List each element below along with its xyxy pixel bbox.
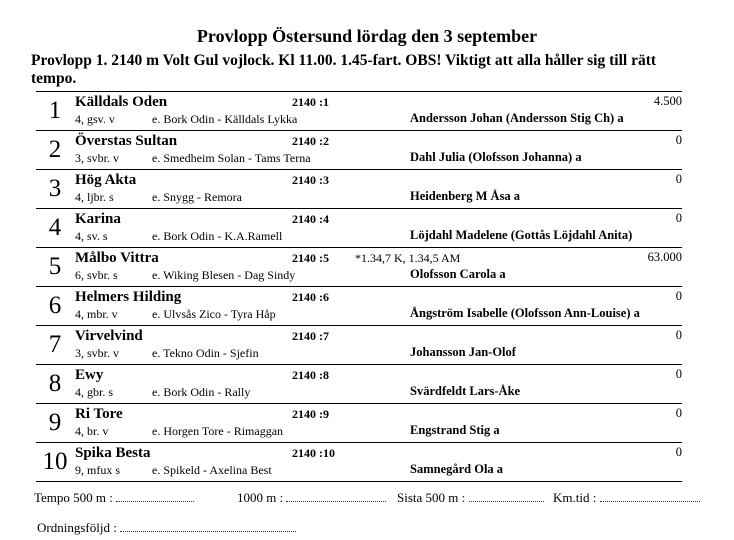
driver-name: Engstrand Stig a xyxy=(410,423,500,437)
page-title: Provlopp Östersund lördag den 3 september xyxy=(196,26,538,46)
entry-row xyxy=(36,404,682,443)
driver-name: Heidenberg M Åsa a xyxy=(410,189,521,203)
entry-row xyxy=(36,131,682,170)
driver-name: Olofsson Carola a xyxy=(410,267,506,281)
pedigree: e. Spikeld - Axelina Best xyxy=(152,463,272,477)
pedigree: e. Bork Odin - Rally xyxy=(152,385,251,399)
start-number: 5 xyxy=(48,253,62,280)
distance-post: 2140 :6 xyxy=(292,290,329,304)
sista-500-blank xyxy=(469,489,544,502)
horse-name: Överstas Sultan xyxy=(75,133,178,149)
tempo-500-label: Tempo 500 m : xyxy=(34,490,113,505)
driver-name: Dahl Julia (Olofsson Johanna) a xyxy=(410,150,582,164)
distance-post: 2140 :2 xyxy=(292,134,329,148)
prize-money: 63.000 xyxy=(647,250,682,264)
prize-money: 0 xyxy=(675,406,682,420)
start-number: 7 xyxy=(48,331,62,358)
entry-row xyxy=(36,443,682,482)
entry-row xyxy=(36,91,682,131)
horse-details: 3, svbr. v xyxy=(75,346,120,360)
entry-row xyxy=(36,287,682,326)
sista-500-field xyxy=(397,489,544,506)
prize-money: 0 xyxy=(675,172,682,186)
entries-list xyxy=(36,91,682,482)
horse-details: 4, gbr. s xyxy=(75,385,114,399)
pedigree: e. Ulvsås Zico - Tyra Håp xyxy=(152,307,276,321)
tempo-1000-label: 1000 m : xyxy=(237,490,284,505)
distance-post: 2140 :9 xyxy=(292,407,329,421)
horse-details: 9, mfux s xyxy=(75,463,120,477)
distance-post: 2140 :7 xyxy=(292,329,329,343)
horse-details: 3, svbr. v xyxy=(75,151,120,165)
prize-money: 4.500 xyxy=(653,94,682,108)
start-number: 8 xyxy=(48,370,62,397)
distance-post: 2140 :5 xyxy=(292,251,329,265)
ordningsfoljd-field xyxy=(37,519,296,536)
start-number: 4 xyxy=(48,214,62,241)
entry-row xyxy=(36,170,682,209)
horse-details: 4, br. v xyxy=(75,424,109,438)
sista-500-label: Sista 500 m : xyxy=(397,490,466,505)
horse-name: Karina xyxy=(75,211,121,227)
pedigree: e. Wiking Blesen - Dag Sindy xyxy=(152,268,296,282)
driver-name: Johansson Jan-Olof xyxy=(410,345,516,359)
driver-name: Löjdahl Madelene (Gottås Löjdahl Anita) xyxy=(410,228,633,242)
km-tid-label: Km.tid : xyxy=(553,490,597,505)
ordningsfoljd-blank xyxy=(120,519,296,532)
start-number: 9 xyxy=(48,409,62,436)
pedigree: e. Tekno Odin - Sjefin xyxy=(152,346,259,360)
start-number: 3 xyxy=(48,175,62,202)
pedigree: e. Snygg - Remora xyxy=(152,190,242,204)
tempo-500-blank xyxy=(116,489,194,502)
prize-money: 0 xyxy=(675,328,682,342)
record-times: *1.34,7 K, 1.34,5 AM xyxy=(355,251,461,265)
pedigree: e. Horgen Tore - Rimaggan xyxy=(152,424,284,438)
driver-name: Samnegård Ola a xyxy=(410,462,504,476)
start-number: 1 xyxy=(48,97,62,124)
distance-post: 2140 :4 xyxy=(292,212,329,226)
tempo-1000-blank xyxy=(286,489,386,502)
start-number: 6 xyxy=(48,292,62,319)
horse-name: Hög Akta xyxy=(75,172,137,188)
horse-name: Virvelvind xyxy=(75,328,143,344)
horse-details: 4, sv. s xyxy=(75,229,108,243)
entry-row xyxy=(36,365,682,404)
distance-post: 2140 :3 xyxy=(292,173,329,187)
driver-name: Andersson Johan (Andersson Stig Ch) a xyxy=(410,111,624,125)
prize-money: 0 xyxy=(675,211,682,225)
pedigree: e. Bork Odin - Källdals Lykka xyxy=(152,112,298,126)
km-tid-field xyxy=(553,489,700,506)
prize-money: 0 xyxy=(675,367,682,381)
ordningsfoljd-label: Ordningsföljd : xyxy=(37,520,117,535)
distance-post: 2140 :10 xyxy=(292,446,335,460)
tempo-500-field xyxy=(34,489,194,506)
km-tid-blank xyxy=(600,489,700,502)
entry-row xyxy=(36,248,682,287)
prize-money: 0 xyxy=(675,133,682,147)
horse-details: 6, svbr. s xyxy=(75,268,118,282)
driver-name: Ångström Isabelle (Olofsson Ann-Louise) a xyxy=(410,306,640,320)
horse-name: Källdals Oden xyxy=(75,94,168,110)
race-subtitle: Provlopp 1. 2140 m Volt Gul vojlock. Kl 11.00. 1.45-fart. OBS! Viktigt att alla håller sig till rätt tempo. xyxy=(31,52,657,87)
driver-name: Svärdfeldt Lars-Åke xyxy=(410,384,521,398)
horse-name: Ri Tore xyxy=(75,406,123,422)
prize-money: 0 xyxy=(675,289,682,303)
prize-money: 0 xyxy=(675,445,682,459)
entry-row xyxy=(36,326,682,365)
horse-details: 4, mbr. v xyxy=(75,307,118,321)
start-number: 10 xyxy=(42,448,68,475)
pedigree: e. Smedheim Solan - Tams Terna xyxy=(152,151,311,165)
pedigree: e. Bork Odin - K.A.Ramell xyxy=(152,229,283,243)
horse-name: Spika Besta xyxy=(75,445,151,461)
entry-row xyxy=(36,209,682,248)
distance-post: 2140 :8 xyxy=(292,368,329,382)
tempo-1000-field xyxy=(237,489,386,506)
horse-name: Ewy xyxy=(75,367,104,383)
horse-name: Målbo Vittra xyxy=(75,250,159,266)
start-number: 2 xyxy=(48,136,62,163)
horse-details: 4, ljbr. s xyxy=(75,190,114,204)
horse-details: 4, gsv. v xyxy=(75,112,115,126)
distance-post: 2140 :1 xyxy=(292,95,329,109)
horse-name: Helmers Hilding xyxy=(75,289,182,305)
